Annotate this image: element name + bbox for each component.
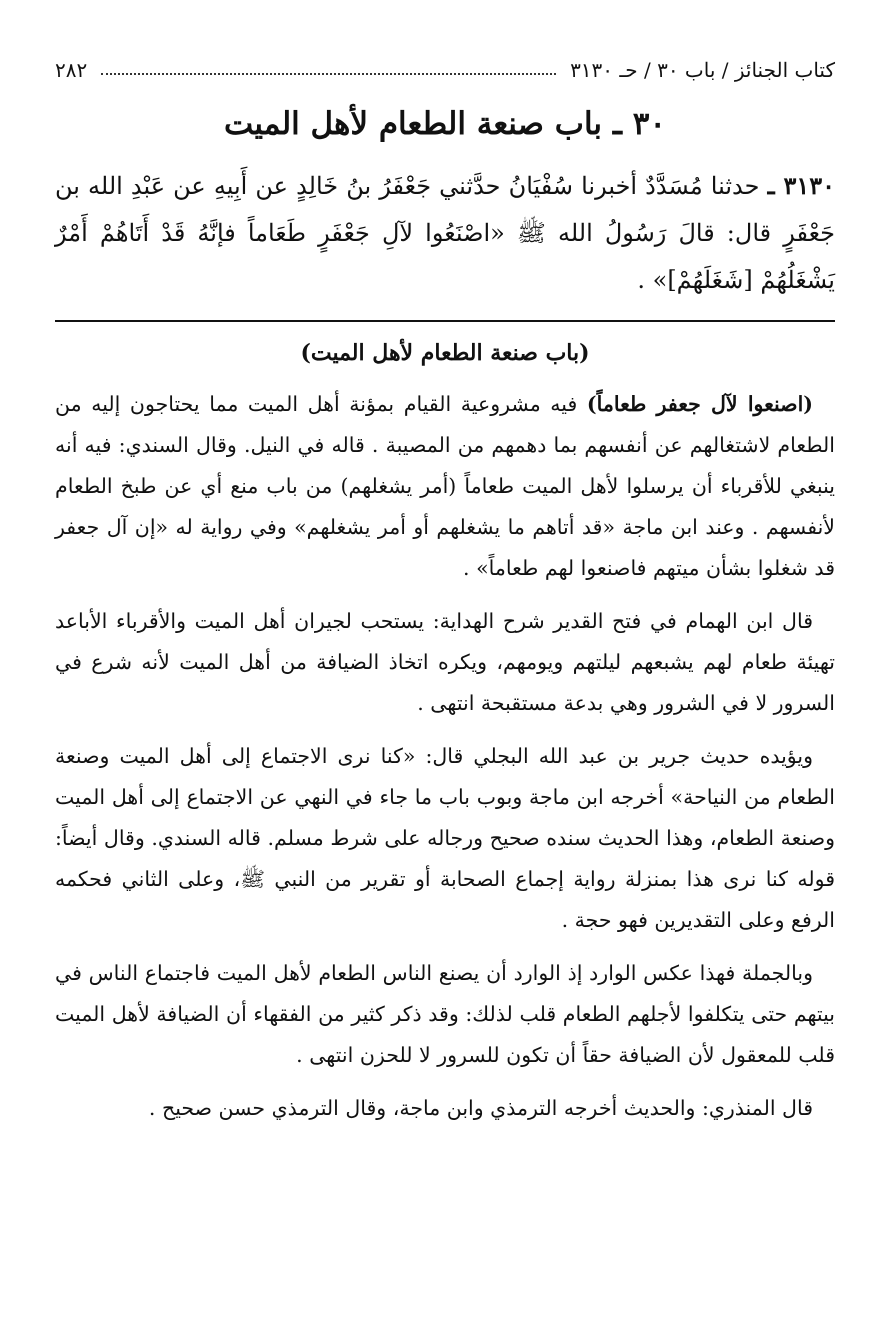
commentary-paragraph-1 [55, 384, 835, 589]
commentary-lead-phrase: (اصنعوا لآل جعفر طعاماً) [586, 392, 813, 416]
commentary-paragraph-text: وبالجملة فهذا عكس الوارد إذ الوارد أن يصنع الناس الطعام لأهل الميت فاجتماع الناس في بيتهم حتى يتكلفوا لأجلهم الطعام قلب لذلك: وقد ذكر كثير من الفقهاء أن الضيافة لأهل الميت قلب للمعقول لأن الضيافة حقاً أن تكون للسرور لا للحزن انتهى . [55, 961, 835, 1067]
hadith-text-block [55, 162, 835, 304]
section-divider [55, 320, 835, 322]
chapter-title: ٣٠ ـ باب صنعة الطعام لأهل الميت [223, 106, 667, 142]
commentary-paragraph-2 [55, 601, 835, 724]
page-header [55, 48, 835, 92]
page-number: ٢٨٢ [55, 58, 88, 82]
header-dotted-leader [101, 73, 556, 75]
running-title: كتاب الجنائز / باب ٣٠ / حـ ٣١٣٠ [570, 58, 835, 82]
commentary-paragraph-5 [55, 1088, 835, 1129]
hadith-number: ٣١٣٠ ـ [767, 171, 835, 200]
commentary-paragraph-3 [55, 736, 835, 941]
commentary-paragraph-text: فيه مشروعية القيام بمؤنة أهل الميت مما يحتاجون إليه من الطعام لاشتغالهم عن أنفسهم بما دهمهم من المصيبة . قاله في النيل. وقال السندي: فيه أنه ينبغي للأقرباء أن يرسلوا لأهل الميت طعاماً (أمر يشغلهم) من باب منع أي عن طبخ الطعام لأنفسهم . وعند ابن ماجة «قد أتاهم ما يشغلهم أو أمر يشغلهم» وفي رواية له «إن آل جعفر قد شغلوا بشأن ميتهم فاصنعوا لهم طعاماً» . [55, 392, 835, 580]
commentary-paragraph-text: قال ابن الهمام في فتح القدير شرح الهداية: يستحب لجيران أهل الميت والأقرباء الأباعد تهيئة طعام لهم يشبعهم ليلتهم ويومهم، ويكره اتخاذ الضيافة من أهل الميت لأنه شرع في السرور لا في الشرور وهي بدعة مستقبحة انتهى . [55, 609, 835, 715]
commentary-paragraph-text: ويؤيده حديث جرير بن عبد الله البجلي قال: «كنا نرى الاجتماع إلى أهل الميت وصنعة الطعام من النياحة» أخرجه ابن ماجة وبوب باب ما جاء في النهي عن الاجتماع إلى أهل الميت وصنعة الطعام، وهذا الحديث سنده صحيح ورجاله على شرط مسلم. قاله السندي. وقال أيضاً: قوله كنا نرى هذا بمنزلة رواية إجماع الصحابة أو تقرير من النبي ﷺ، وعلى الثاني فحكمه الرفع وعلى التقديرين فهو حجة . [55, 744, 835, 932]
commentary-paragraph-4 [55, 953, 835, 1076]
book-page [55, 48, 835, 1141]
commentary-paragraph-text: قال المنذري: والحديث أخرجه الترمذي وابن ماجة، وقال الترمذي حسن صحيح . [148, 1096, 813, 1120]
hadith-text: حدثنا مُسَدَّدٌ أخبرنا سُفْيَانُ حدَّثني جَعْفَرُ بنُ خَالِدٍ عن أَبِيهِ عن عَبْدِ الله بن جَعْفَرٍ قال: قالَ رَسُولُ الله ﷺ «اصْنَعُوا لآلِ جَعْفَرٍ طَعَاماً فإنَّهُ قَدْ أَتَاهُمْ أَمْرٌ يَشْغَلُهُمْ [شَغَلَهُمْ]» . [55, 172, 835, 294]
commentary-title: (باب صنعة الطعام لأهل الميت) [300, 340, 590, 366]
